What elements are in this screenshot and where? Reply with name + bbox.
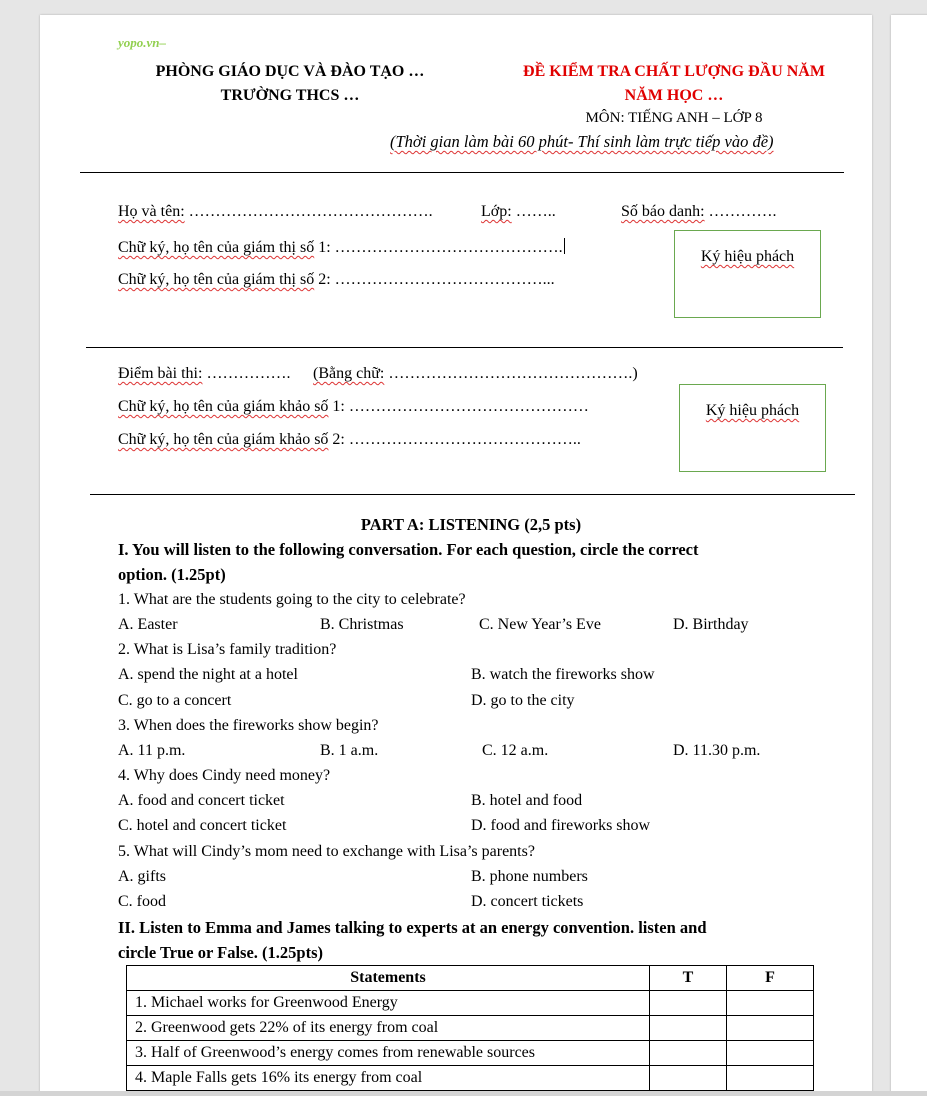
grading-code-box: Ký hiệu phách xyxy=(679,384,826,472)
true-false-table xyxy=(126,965,814,1091)
false-cell[interactable] xyxy=(727,991,814,1016)
true-cell[interactable] xyxy=(650,991,727,1016)
statement-2: 2. Greenwood gets 22% of its energy from coal xyxy=(127,1016,650,1041)
divider-2 xyxy=(86,347,843,348)
q1-option-c[interactable]: C. New Year’s Eve xyxy=(479,616,601,633)
q3-option-c[interactable]: C. 12 a.m. xyxy=(482,742,549,759)
school-year: NĂM HỌC … xyxy=(624,87,724,104)
candidate-code-box: Ký hiệu phách xyxy=(674,230,821,318)
q2-option-d[interactable]: D. go to the city xyxy=(471,692,575,709)
q5-option-b[interactable]: B. phone numbers xyxy=(471,868,588,885)
true-cell[interactable] xyxy=(650,1041,727,1066)
q5-option-c[interactable]: C. food xyxy=(118,893,166,910)
question-5: 5. What will Cindy’s mom need to exchange with Lisa’s parents? xyxy=(118,843,535,860)
divider-3 xyxy=(90,494,855,495)
horizontal-scrollbar[interactable] xyxy=(0,1091,927,1096)
false-cell[interactable] xyxy=(727,1066,814,1091)
divider-1 xyxy=(80,172,844,173)
time-note: (Thời gian làm bài 60 phút- Thí sinh làm trực tiếp vào đề) xyxy=(390,132,774,151)
question-2: 2. What is Lisa’s family tradition? xyxy=(118,641,337,658)
true-cell[interactable] xyxy=(650,1016,727,1041)
question-3: 3. When does the fireworks show begin? xyxy=(118,717,379,734)
table-row xyxy=(127,1066,814,1091)
class-field[interactable]: Lớp: …….. xyxy=(481,203,556,220)
score-field[interactable]: Điểm bài thi: ……………. xyxy=(118,365,291,382)
q1-option-a[interactable]: A. Easter xyxy=(118,616,178,633)
q5-option-d[interactable]: D. concert tickets xyxy=(471,893,584,910)
true-cell[interactable] xyxy=(650,1066,727,1091)
department-title: PHÒNG GIÁO DỤC VÀ ĐÀO TẠO … xyxy=(155,63,425,80)
examiner-1-signature-field[interactable]: Chữ ký, họ tên của giám khảo số 1: ……………………………………… xyxy=(118,398,589,415)
header-false: F xyxy=(727,966,814,991)
statement-1: 1. Michael works for Greenwood Energy xyxy=(127,991,650,1016)
q4-option-d[interactable]: D. food and fireworks show xyxy=(471,817,651,834)
student-name-field[interactable]: Họ và tên: ………………………………………. xyxy=(118,203,433,220)
table-header-row xyxy=(127,966,814,991)
false-cell[interactable] xyxy=(727,1041,814,1066)
examiner-2-signature-field[interactable]: Chữ ký, họ tên của giám khảo số 2: …………………………………….. xyxy=(118,431,581,448)
header-true: T xyxy=(650,966,727,991)
q1-option-d[interactable]: D. Birthday xyxy=(673,616,749,633)
question-1: 1. What are the students going to the city to celebrate? xyxy=(118,591,466,608)
q1-option-b[interactable]: B. Christmas xyxy=(320,616,404,633)
section-2-instruction: II. Listen to Emma and James talking to experts at an energy convention. listen and xyxy=(118,918,707,937)
section-1-instruction: I. You will listen to the following conversation. For each question, circle the correct xyxy=(118,540,699,559)
statement-3: 3. Half of Greenwood’s energy comes from renewable sources xyxy=(127,1041,650,1066)
proctor-1-signature-field[interactable]: Chữ ký, họ tên của giám thị số 1: ……………………………………. xyxy=(118,239,563,256)
watermark-logo: yopo.vn– xyxy=(118,35,167,50)
subject-line: MÔN: TIẾNG ANH – LỚP 8 xyxy=(585,110,763,126)
section-1-instruction-cont: option. (1.25pt) xyxy=(118,565,226,584)
score-in-words-field[interactable]: (Bằng chữ: ……………………………………….) xyxy=(313,365,638,382)
q2-option-c[interactable]: C. go to a concert xyxy=(118,692,232,709)
q2-option-a[interactable]: A. spend the night at a hotel xyxy=(118,666,298,683)
q5-option-a[interactable]: A. gifts xyxy=(118,868,166,885)
table-row xyxy=(127,1041,814,1066)
q4-option-a[interactable]: A. food and concert ticket xyxy=(118,792,285,809)
question-4: 4. Why does Cindy need money? xyxy=(118,767,331,784)
q2-option-b[interactable]: B. watch the fireworks show xyxy=(471,666,655,683)
q4-option-c[interactable]: C. hotel and concert ticket xyxy=(118,817,287,834)
q3-option-d[interactable]: D. 11.30 p.m. xyxy=(673,742,761,759)
table-row xyxy=(127,991,814,1016)
text-cursor xyxy=(564,238,565,254)
q4-option-b[interactable]: B. hotel and food xyxy=(471,792,583,809)
school-name: TRƯỜNG THCS … xyxy=(220,87,360,104)
false-cell[interactable] xyxy=(727,1016,814,1041)
q3-option-a[interactable]: A. 11 p.m. xyxy=(118,742,186,759)
table-row xyxy=(127,1016,814,1041)
proctor-2-signature-field[interactable]: Chữ ký, họ tên của giám thị số 2: …………………………………... xyxy=(118,271,555,288)
next-page-edge xyxy=(891,15,927,1096)
section-2-instruction-cont: circle True or False. (1.25pts) xyxy=(118,943,323,962)
exam-title: ĐỀ KIỂM TRA CHẤT LƯỢNG ĐẦU NĂM xyxy=(523,63,825,80)
part-a-title: PART A: LISTENING (2,5 pts) xyxy=(360,515,582,534)
q3-option-b[interactable]: B. 1 a.m. xyxy=(320,742,379,759)
statement-4: 4. Maple Falls gets 16% its energy from coal xyxy=(127,1066,650,1091)
candidate-number-field[interactable]: Số báo danh: …………. xyxy=(621,203,777,220)
header-statements: Statements xyxy=(127,966,650,991)
